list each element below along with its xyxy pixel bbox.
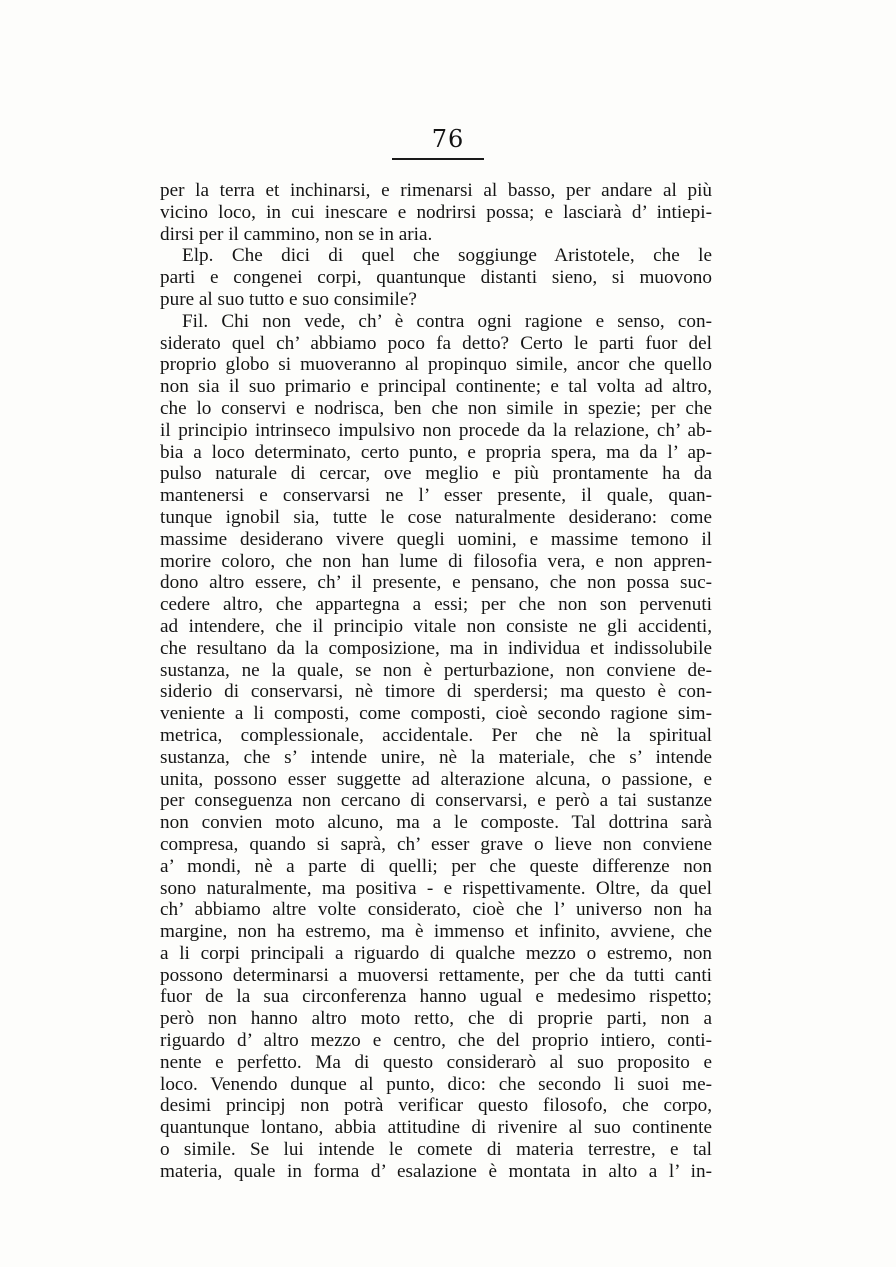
text-line: o simile. Se lui intende le comete di materia terrestre, e tal bbox=[160, 1139, 712, 1161]
text-line: ch’ abbiamo altre volte considerato, cioè che l’ universo non ha bbox=[160, 899, 712, 921]
text-line: ad intendere, che il principio vitale non consiste ne gli accidenti, bbox=[160, 615, 712, 637]
text-line: Elp. Che dici di quel che soggiunge Aristotele, che le bbox=[182, 245, 712, 267]
text-line: veniente a li composti, come composti, cioè secondo ragione sim- bbox=[160, 703, 712, 725]
body-text bbox=[160, 180, 712, 1183]
text-line: nente e perfetto. Ma di questo considerarò al suo proposito e bbox=[160, 1051, 712, 1073]
text-line: siderio di conservarsi, nè timore di sperdersi; ma questo è con- bbox=[160, 681, 712, 703]
text-line: a’ mondi, nè a parte di quelli; per che queste differenze non bbox=[160, 855, 712, 877]
text-line: riguardo d’ altro mezzo e centro, che del proprio intiero, conti- bbox=[160, 1030, 712, 1052]
text-line: siderato quel ch’ abbiamo poco fa detto? Certo le parti fuor del bbox=[160, 332, 712, 354]
page-number: 76 bbox=[431, 125, 465, 153]
text-line: mantenersi e conservarsi ne l’ esser presente, il quale, quan- bbox=[160, 485, 712, 507]
text-line: bia a loco determinato, certo punto, e propria spera, ma da l’ ap- bbox=[160, 441, 712, 463]
text-line: vicino loco, in cui inescare e nodrirsi possa; e lasciarà d’ intiepi- bbox=[160, 201, 712, 223]
text-line: sustanza, che s’ intende unire, nè la materiale, che s’ intende bbox=[160, 746, 712, 768]
text-line: dirsi per il cammino, non se in aria. bbox=[160, 223, 433, 245]
text-line: proprio globo si muoveranno al propinquo simile, ancor che quello bbox=[160, 354, 712, 376]
text-line: a li corpi principali a riguardo di qualche mezzo o estremo, non bbox=[160, 942, 712, 964]
text-line: tunque ignobil sia, tutte le cose naturalmente desiderano: come bbox=[160, 506, 712, 528]
text-line: pulso naturale di cercar, ove meglio e più prontamente ha da bbox=[160, 463, 712, 485]
text-line: quantunque lontano, abbia attitudine di rivenire al suo continente bbox=[160, 1117, 712, 1139]
text-line: metrica, complessionale, accidentale. Per che nè la spiritual bbox=[160, 724, 712, 746]
text-line: sustanza, ne la quale, se non è perturbazione, non conviene de- bbox=[160, 659, 712, 681]
text-line: non sia il suo primario e principal continente; e tal volta ad altro, bbox=[160, 376, 712, 398]
text-line: loco. Venendo dunque al punto, dico: che secondo li suoi me- bbox=[160, 1073, 712, 1095]
text-line: massime desiderano vivere quegli uomini, e massime temono il bbox=[160, 528, 712, 550]
text-line: che lo conservi e nodrisca, ben che non simile in spezie; per che bbox=[160, 397, 712, 419]
text-line: possono determinarsi a muoversi rettamente, per che da tutti canti bbox=[160, 964, 712, 986]
text-line: non convien moto alcuno, ma a le composte. Tal dottrina sarà bbox=[160, 812, 712, 834]
text-line: margine, non ha estremo, ma è immenso et infinito, avviene, che bbox=[160, 921, 712, 943]
text-line: Fil. Chi non vede, ch’ è contra ogni ragione e senso, con- bbox=[182, 310, 712, 332]
text-line: morire coloro, che non han lume di filosofia vera, e non appren- bbox=[160, 550, 712, 572]
text-line: sono naturalmente, ma positiva - e rispettivamente. Oltre, da quel bbox=[160, 877, 712, 899]
text-line: però non hanno altro moto retto, che di proprie parti, non a bbox=[160, 1008, 712, 1030]
header-rule bbox=[392, 158, 484, 160]
text-line: desimi principj non potrà verificar questo filosofo, che corpo, bbox=[160, 1095, 712, 1117]
text-line: per la terra et inchinarsi, e rimenarsi al basso, per andare al più bbox=[160, 180, 712, 201]
text-line: compresa, quando si saprà, ch’ esser grave o lieve non conviene bbox=[160, 833, 712, 855]
text-line: cedere altro, che appartegna a essi; per che non son pervenuti bbox=[160, 594, 712, 616]
text-line: il principio intrinseco impulsivo non procede da la relazione, ch’ ab- bbox=[160, 419, 712, 441]
text-line: pure al suo tutto e suo consimile? bbox=[160, 288, 417, 310]
text-line: che resultano da la composizione, ma in individua et indissolubile bbox=[160, 637, 712, 659]
text-line: parti e congenei corpi, quantunque distanti sieno, si muovono bbox=[160, 267, 712, 289]
text-line: unita, possono esser suggette ad alterazione alcuna, o passione, e bbox=[160, 768, 712, 790]
text-line: dono altro essere, ch’ il presente, e pensano, che non possa suc- bbox=[160, 572, 712, 594]
text-line: fuor de la sua circonferenza hanno ugual e medesimo rispetto; bbox=[160, 986, 712, 1008]
text-line: materia, quale in forma d’ esalazione è montata in alto a l’ in- bbox=[160, 1160, 712, 1182]
text-line: per conseguenza non cercano di conservarsi, e però a tai sustanze bbox=[160, 790, 712, 812]
